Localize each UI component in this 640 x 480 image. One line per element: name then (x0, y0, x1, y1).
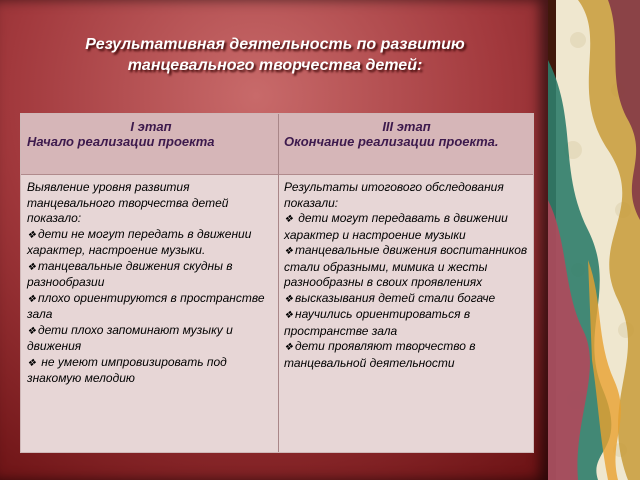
comparison-table (20, 113, 534, 453)
diamond-bullet-icon: ❖ (27, 293, 36, 305)
diamond-bullet-icon: ❖ (284, 214, 293, 225)
list-item: ❖ дети могут передавать в движении характер и настроение музыки (284, 211, 508, 242)
stage-name: Окончание реализации проекта. (284, 134, 499, 149)
diamond-bullet-icon: ❖ (284, 293, 293, 305)
header-cell-stage-1 (27, 119, 275, 149)
list-item: ❖ не умеют импровизировать под знакомую мелодию (27, 354, 227, 385)
list-item: ❖ дети не могут передать в движении характер, настроение музыки. (27, 226, 252, 257)
stage-label: III этап (382, 119, 431, 134)
list-item: ❖ танцевальные движения скудны в разнообразии (27, 258, 233, 289)
cell-intro: Выявление уровня развития танцевального творчества детей показало: (27, 180, 229, 225)
diamond-bullet-icon: ❖ (284, 310, 293, 321)
diamond-bullet-icon: ❖ (284, 342, 293, 353)
decorative-swirls-image (548, 0, 640, 480)
body-cell-stage-3 (284, 180, 529, 371)
list-item: ❖ научились ориентироваться в пространстве зала (284, 307, 471, 338)
list-item: ❖ высказывания детей стали богаче (284, 290, 496, 305)
stage-name: Начало реализации проекта (27, 134, 215, 149)
diamond-bullet-icon: ❖ (284, 246, 293, 257)
cell-intro: Результаты итогового обследования показали: (284, 180, 504, 210)
diamond-bullet-icon: ❖ (27, 229, 36, 241)
slide-title: Результативная деятельность по развитию танцевального творчества детей: (85, 36, 465, 74)
list-item: ❖ плохо ориентируются в пространстве зала (27, 290, 265, 321)
list-item: ❖ дети плохо запоминают музыку и движения (27, 322, 233, 353)
stage-label: I этап (130, 119, 172, 134)
list-item: ❖ танцевальные движения воспитанников стали образными, мимика и жесты разнообразны в своих проявлениях (284, 243, 528, 289)
diamond-bullet-icon: ❖ (27, 357, 36, 369)
diamond-bullet-icon: ❖ (27, 325, 36, 337)
list-item: ❖ дети проявляют творчество в танцевальной деятельности (284, 339, 476, 370)
diamond-bullet-icon: ❖ (27, 261, 36, 273)
body-cell-stage-1 (27, 180, 275, 387)
decorative-panel (548, 0, 640, 480)
header-cell-stage-3 (284, 119, 529, 149)
column-divider (278, 114, 279, 452)
